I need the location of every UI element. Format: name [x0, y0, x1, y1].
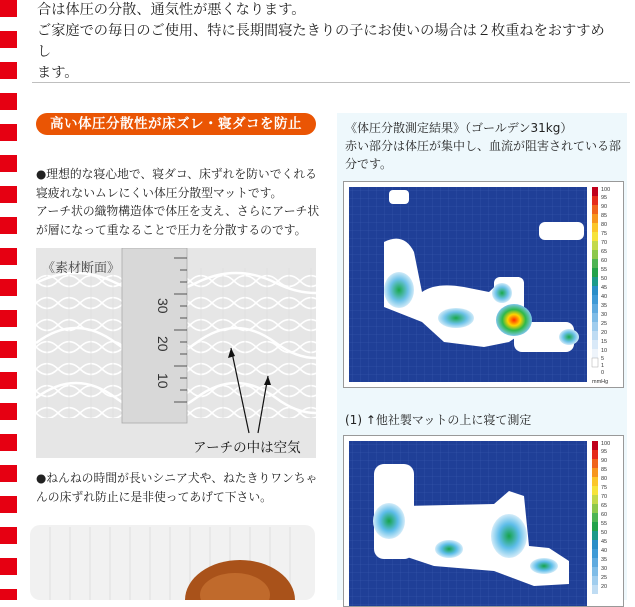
intro-line: ご家庭での毎日のご使用、特に長期間寝たきりの子にお使いの場合は２枚重ねをおすすめし [37, 23, 605, 60]
svg-text:85: 85 [601, 467, 608, 473]
dog-on-mat-photo [30, 515, 315, 600]
svg-text:75: 75 [601, 485, 608, 491]
svg-text:0: 0 [601, 370, 605, 376]
pressure-map-1 [343, 181, 624, 388]
photo-label: 《素材断面》 [42, 261, 121, 276]
svg-text:25: 25 [601, 321, 608, 327]
ruler-number: 30 [155, 298, 171, 314]
svg-text:mmHg: mmHg [592, 379, 609, 385]
map-caption-1: (1) ↑他社製マットの上に寝て測定 [345, 413, 532, 427]
svg-text:80: 80 [601, 222, 608, 228]
svg-text:70: 70 [601, 494, 608, 500]
svg-text:35: 35 [601, 303, 608, 309]
divider [32, 82, 630, 83]
intro-text [37, 0, 617, 84]
svg-text:20: 20 [601, 584, 608, 590]
svg-text:95: 95 [601, 195, 608, 201]
desc-line: が層になって重なることで圧力を分散するのです。 [36, 222, 307, 237]
svg-text:25: 25 [601, 575, 608, 581]
material-cross-section-photo [36, 248, 316, 458]
svg-text:50: 50 [601, 276, 608, 282]
svg-text:60: 60 [601, 512, 608, 518]
red-border-top [0, 0, 17, 6]
ruler-number: 20 [155, 336, 171, 352]
svg-text:30: 30 [601, 566, 608, 572]
svg-text:90: 90 [601, 458, 608, 464]
section-heading: 高い体圧分散性が床ズレ・寝ダコを防止 [36, 113, 316, 135]
svg-text:1: 1 [601, 363, 605, 369]
svg-text:60: 60 [601, 258, 608, 264]
svg-text:100: 100 [601, 187, 611, 193]
color-scale-legend [592, 187, 598, 367]
photo-annotation: アーチの中は空気 [193, 440, 301, 456]
svg-text:90: 90 [601, 204, 608, 210]
svg-text:85: 85 [601, 213, 608, 219]
mesh-illustration [36, 248, 316, 458]
results-desc: 分です。 [345, 157, 393, 171]
svg-text:95: 95 [601, 449, 608, 455]
results-heading [345, 119, 625, 173]
svg-text:45: 45 [601, 285, 608, 291]
svg-text:50: 50 [601, 530, 608, 536]
svg-text:65: 65 [601, 249, 608, 255]
results-title: 《体圧分散測定結果》（ゴールデン31kg） [345, 121, 573, 135]
desc-line: んの床ずれ防止に是非使ってあげて下さい。 [36, 490, 272, 504]
red-dashed-border [0, 0, 17, 600]
desc-line: アーチ状の織物構造体で体圧を支え、さらにアーチ状 [36, 204, 320, 218]
intro-line: 合は体圧の分散、通気性が悪くなります。 [37, 2, 306, 18]
svg-text:5: 5 [601, 356, 605, 362]
svg-text:55: 55 [601, 267, 608, 273]
results-desc: 赤い部分は体圧が集中し、血流が阻害されている部 [345, 139, 622, 153]
intro-line: ます。 [37, 65, 79, 81]
svg-text:75: 75 [601, 231, 608, 237]
svg-text:10: 10 [601, 348, 608, 354]
color-scale-legend-2 [592, 441, 598, 594]
pressure-map-2 [343, 435, 624, 607]
svg-text:15: 15 [601, 339, 608, 345]
svg-text:20: 20 [601, 330, 608, 336]
svg-text:70: 70 [601, 240, 608, 246]
svg-text:40: 40 [601, 548, 608, 554]
section-description-2 [36, 469, 328, 507]
desc-line: 寝疲れないムレにくい体圧分散型マットです。 [36, 185, 283, 200]
svg-text:45: 45 [601, 539, 608, 545]
section-description [36, 165, 328, 239]
svg-text:35: 35 [601, 557, 608, 563]
ruler [122, 248, 187, 423]
desc-line: ●理想的な寝心地で、寝ダコ、床ずれを防いでくれる [36, 167, 317, 181]
svg-text:30: 30 [601, 312, 608, 318]
pressure-results-panel [337, 113, 627, 600]
svg-text:55: 55 [601, 521, 608, 527]
svg-text:65: 65 [601, 503, 608, 509]
svg-text:80: 80 [601, 476, 608, 482]
desc-line: ●ねんねの時間が長いシニア犬や、ねたきりワンちゃ [36, 471, 318, 485]
svg-text:40: 40 [601, 294, 608, 300]
ruler-number: 10 [155, 373, 171, 389]
svg-text:100: 100 [601, 441, 611, 447]
